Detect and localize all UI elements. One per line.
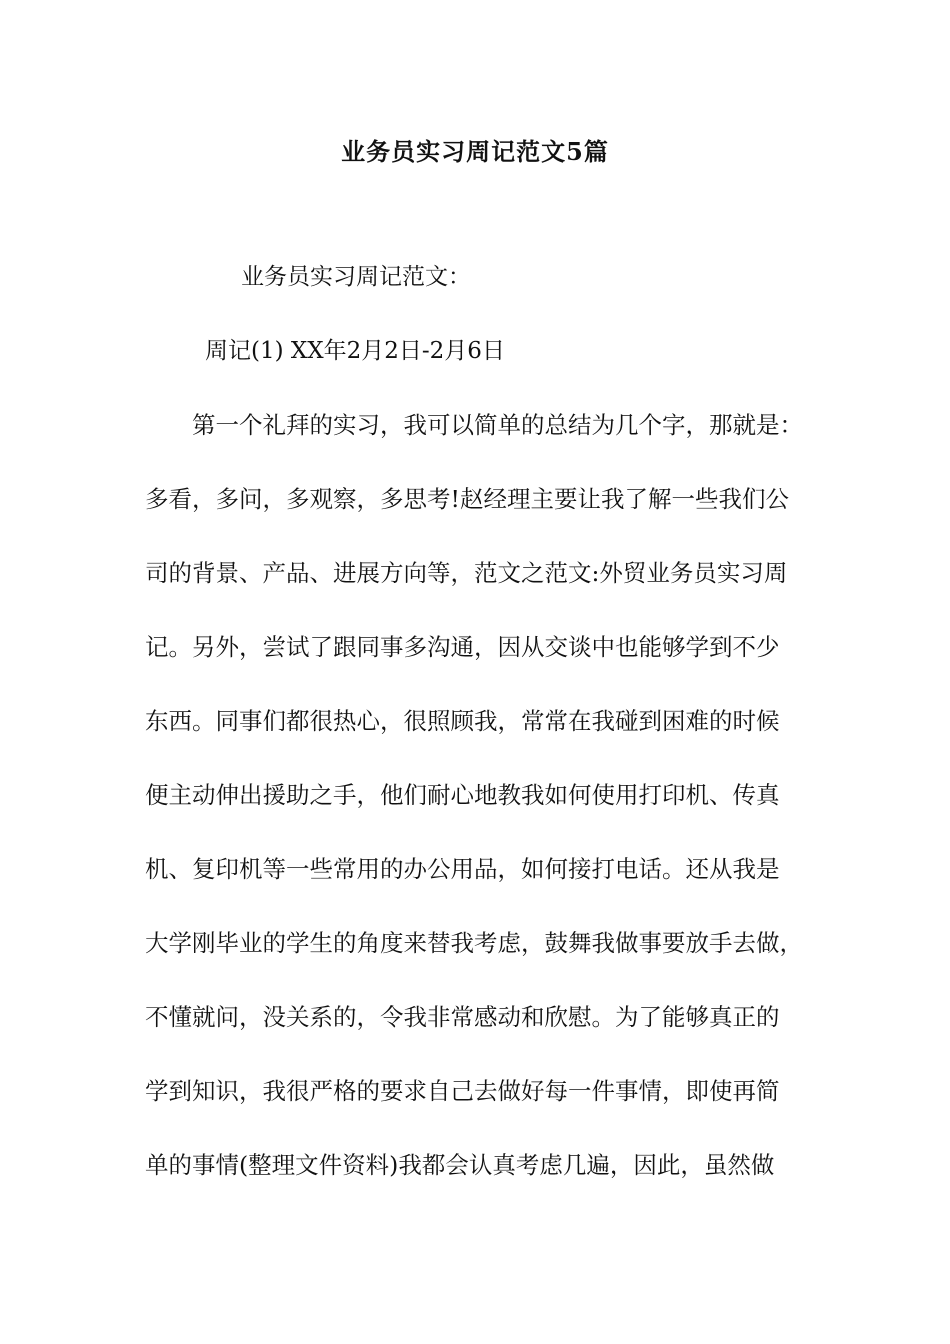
paragraph-line: 单的事情(整理文件资料)我都会认真考虑几遍，因此，虽然做 [145, 1151, 775, 1179]
paragraph-line: 多看，多问，多观察，多思考!赵经理主要让我了解一些我们公 [145, 485, 789, 513]
paragraph-line: 学到知识，我很严格的要求自己去做好每一件事情，即使再简 [145, 1077, 780, 1105]
document-title: 业务员实习周记范文5篇 [341, 137, 609, 166]
paragraph-line: 机、复印机等一些常用的办公用品，如何接打电话。还从我是 [145, 855, 780, 883]
paragraph-line: 东西。同事们都很热心，很照顾我，常常在我碰到困难的时候 [145, 707, 780, 735]
paragraph-line: 大学刚毕业的学生的角度来替我考虑，鼓舞我做事要放手去做， [145, 929, 803, 957]
week-heading: 周记(1) XX年2月2日-2月6日 [205, 338, 505, 364]
body-paragraph [145, 407, 835, 1221]
paragraph-line: 第一个礼拜的实习，我可以简单的总结为几个字，那就是： [192, 411, 803, 439]
paragraph-line: 记。另外，尝试了跟同事多沟通，因从交谈中也能够学到不少 [145, 633, 780, 661]
document-subtitle: 业务员实习周记范文： [241, 264, 471, 290]
paragraph-line: 司的背景、产品、进展方向等，范文之范文:外贸业务员实习周 [145, 559, 788, 587]
paragraph-line: 不懂就问，没关系的，令我非常感动和欣慰。为了能够真正的 [145, 1003, 780, 1031]
paragraph-line: 便主动伸出援助之手，他们耐心地教我如何使用打印机、传真 [145, 781, 780, 809]
